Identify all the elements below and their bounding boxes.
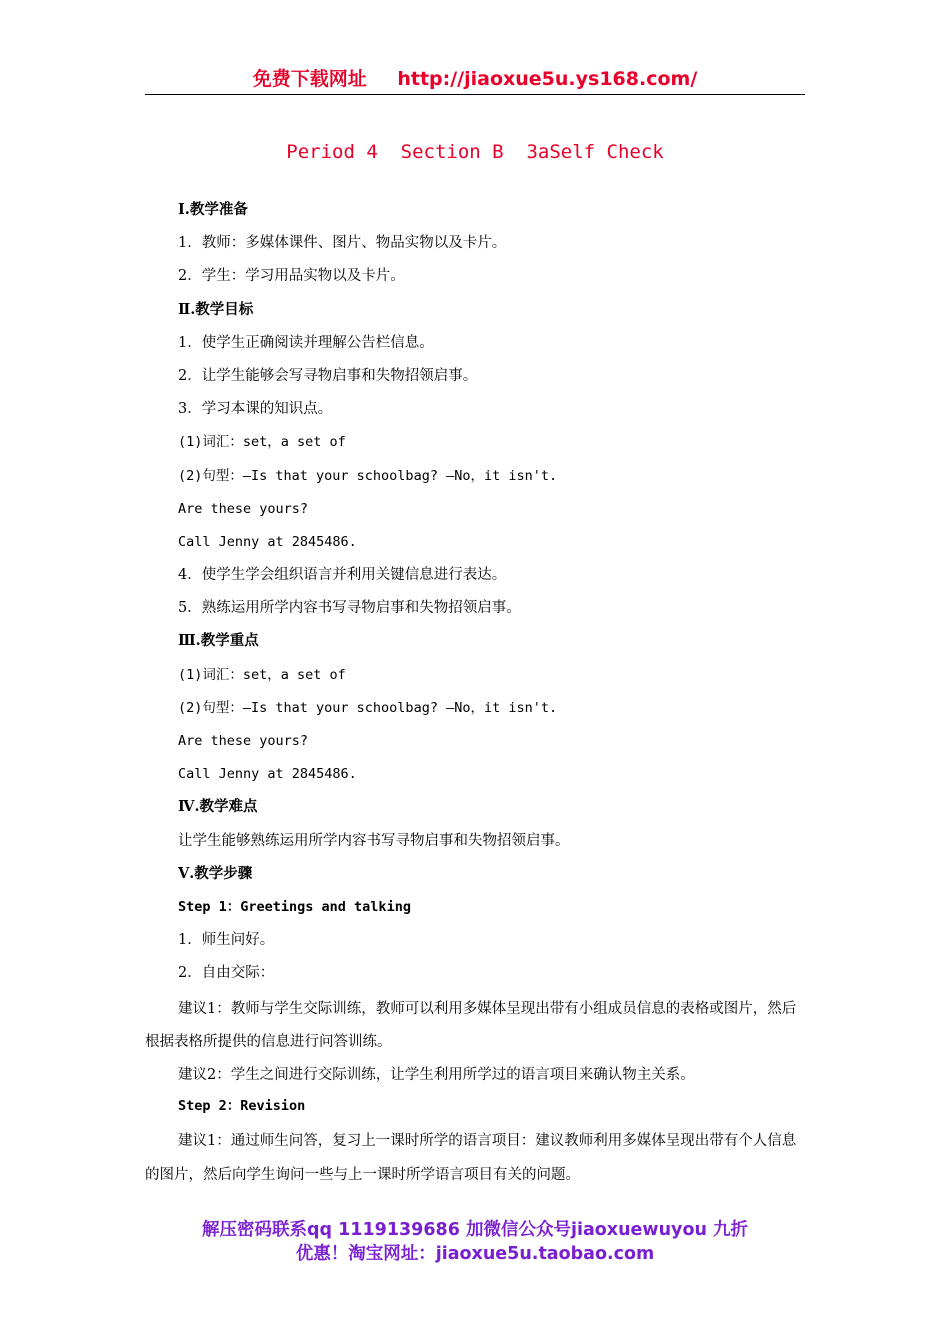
sentence-line: (2)句型：—Is that your schoolbag? —No，it isn't. — [178, 467, 558, 484]
list-item: 1．教师：多媒体课件、图片、物品实物以及卡片。 — [178, 235, 507, 252]
example-line: Call Jenny at 2845486. — [178, 533, 357, 550]
list-item: 1．师生问好。 — [178, 932, 275, 949]
header-label: 免费下载网址 — [252, 68, 367, 90]
sentence-line: (2)句型：—Is that your schoolbag? —No，it isn't. — [178, 699, 558, 716]
list-item: 3．学习本课的知识点。 — [178, 401, 333, 418]
example-line: Are these yours? — [178, 733, 309, 749]
suggestion-paragraph: 建议2：学生之间进行交际训练，让学生利用所学过的语言项目来确认物主关系。 — [178, 1066, 695, 1083]
difficulty-text: 让学生能够熟练运用所学内容书写寻物启事和失物招领启事。 — [178, 832, 570, 849]
header-url-link[interactable]: http://jiaoxue5u.ys168.com/ — [397, 68, 698, 90]
step-heading: Step 1：Greetings and talking — [178, 898, 411, 915]
document-body — [145, 196, 807, 1192]
vocab-line: (1)词汇：set，a set of — [178, 434, 346, 451]
footer-line: 优惠！淘宝网址：jiaoxue5u.taobao.com — [295, 1244, 655, 1264]
example-line: Call Jenny at 2845486. — [178, 766, 357, 783]
list-item: 1．使学生正确阅读并理解公告栏信息。 — [178, 334, 434, 351]
list-item: 4．使学生学会组织语言并利用关键信息进行表达。 — [178, 567, 507, 584]
page-footer — [0, 1218, 950, 1266]
list-item: 2．自由交际： — [178, 965, 275, 982]
example-line: Are these yours? — [178, 500, 309, 517]
page-header — [145, 64, 805, 95]
section-heading-preparation: Ⅰ.教学准备 — [178, 201, 248, 218]
suggestion-paragraph: 建议1：教师与学生交际训练，教师可以利用多媒体呈现出带有小组成员信息的表格或图片，然后根据表格所提供的信息进行问答训练。 — [145, 1000, 797, 1050]
section-heading-steps: Ⅴ.教学步骤 — [178, 864, 253, 882]
section-heading-objectives: Ⅱ.教学目标 — [178, 300, 254, 318]
vocab-line: (1)词汇：set，a set of — [178, 666, 346, 683]
document-title: Period 4 Section B 3aSelf Check — [286, 141, 664, 163]
suggestion-paragraph: 建议1：通过师生问答，复习上一课时所学的语言项目：建议教师利用多媒体呈现出带有个人信息的图片，然后向学生询问一些与上一课时所学语言项目有关的问题。 — [145, 1133, 797, 1183]
footer-line: 解压密码联系qq 1119139686 加微信公众号jiaoxuewuyou 九折 — [201, 1220, 749, 1240]
list-item: 5．熟练运用所学内容书写寻物启事和失物招领启事。 — [178, 600, 521, 617]
list-item: 2．学生：学习用品实物以及卡片。 — [178, 268, 405, 285]
section-heading-key-points: Ⅲ.教学重点 — [178, 632, 259, 650]
step-heading: Step 2：Revision — [178, 1098, 306, 1115]
list-item: 2．让学生能够会写寻物启事和失物招领启事。 — [178, 367, 478, 384]
section-heading-difficulties: Ⅳ.教学难点 — [178, 798, 258, 816]
